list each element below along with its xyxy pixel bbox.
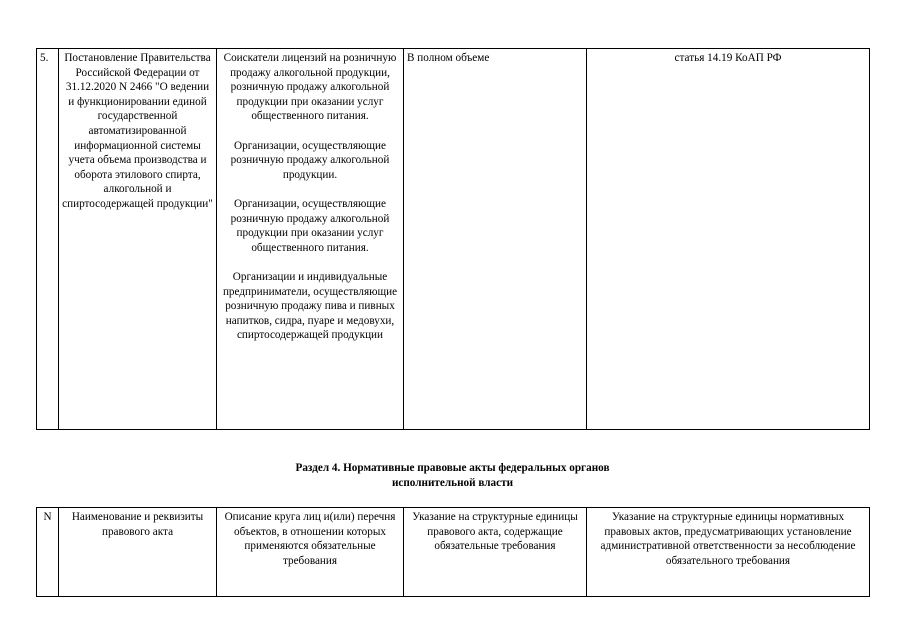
column-header-act: Наименование и реквизиты правового акта (59, 508, 217, 597)
subjects-paragraph: Организации и индивидуальные предприниматели, осуществляющие розничную продажу пива и пивных напитков, сидра, пуаре и медовухи, спиртосодержащей продукции (222, 270, 398, 342)
section4-table (36, 507, 870, 597)
subjects-paragraph: Организации, осуществляющие розничную продажу алкогольной продукции при оказании услуг общественного питания. (230, 197, 390, 254)
structural-units-cell: В полном объеме (404, 49, 587, 430)
section-title (0, 461, 905, 490)
subjects-paragraph: Организации, осуществляющие розничную продажу алкогольной продукции. (230, 139, 390, 181)
requirements-table (36, 48, 870, 430)
subjects-paragraph: Соискатели лицензий на розничную продажу алкогольной продукции, розничную продажу алкогольной продукции при оказании услуг общественного питания. (223, 52, 397, 123)
table-header-row (37, 508, 870, 597)
column-header-liability: Указание на структурные единицы нормативных правовых актов, предусматривающих установление административной ответственности за несоблюдение обязательного требования (587, 508, 870, 597)
column-header-subjects: Описание круга лиц и(или) перечня объектов, в отношении которых применяются обязательные требования (217, 508, 404, 597)
subjects-cell (217, 49, 404, 430)
row-number: 5. (37, 49, 59, 430)
column-header-number: N (37, 508, 59, 597)
table-row (37, 49, 870, 430)
section-title-line-2: исполнительной власти (391, 476, 514, 489)
liability-cell: статья 14.19 КоАП РФ (587, 49, 870, 430)
legal-act-cell: Постановление Правительства Российской Федерации от 31.12.2020 N 2466 "О ведении и функционировании единой государственной автоматизированной информационной системы учета объема производства и оборота этилового спирта, алкогольной и спиртосодержащей продукции" (59, 49, 217, 430)
column-header-units: Указание на структурные единицы правового акта, содержащие обязательные требования (404, 508, 587, 597)
section-title-line-1: Раздел 4. Нормативные правовые акты федеральных органов (295, 462, 610, 474)
